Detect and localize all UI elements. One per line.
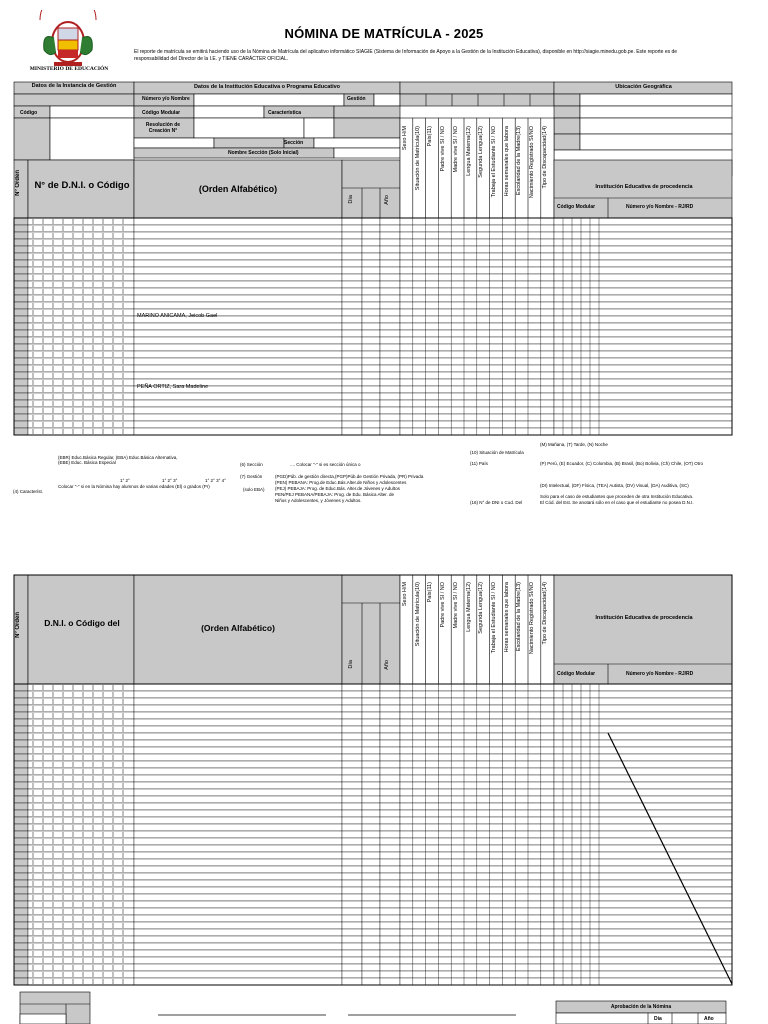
dni-header-2: D.N.I. o Código del — [44, 618, 120, 628]
note-grados-2: 1° 2° 3° — [162, 478, 178, 483]
col-header-horas-2: Horas semanales que labora — [503, 582, 510, 653]
num-nombre-header-2: Número y/o Nombre - RJ/RD — [626, 671, 694, 677]
alfabetico-header-2: (Orden Alfabético) — [201, 623, 275, 633]
note-ebr: (EBR) Educ.Básica Regular, (EBA) Educ.Básica Alternativa, — [58, 455, 178, 460]
col-header-trabaja-2: Trabaja el Estudiante SI / NO — [490, 582, 497, 654]
note-gestion: (7) Gestión — [240, 474, 263, 479]
nombre-seccion-label: Nombre Sección (Solo Inicial) — [228, 150, 299, 156]
codigo-label: Código — [20, 110, 38, 116]
col-header-escolaridad-2: Escolaridad de la Madre(13) — [516, 582, 523, 652]
col-header-lengua-2: Lengua Materna(12) — [465, 582, 472, 632]
alfabetico-header: (Orden Alfabético) — [198, 184, 278, 194]
note-solo-1: Solo para el caso de estudiantes que proceden de otra Institución Educativa. — [540, 494, 694, 499]
anio-header: Año — [384, 195, 390, 205]
col-header-escolaridad: Escolaridad de la Madre(13) — [516, 126, 523, 196]
procedencia-header-2: Institución Educativa de procedencia — [595, 615, 693, 621]
note-gestion-4: PEN/PEJ PEBANA/PEBAJA: Prog. de Edu. Básica Alter. de — [275, 492, 395, 497]
note-grados-3: 1° 2° 3° 4° — [205, 478, 226, 483]
col-header-trabaja: Trabaja el Estudiante SI / NO — [490, 126, 497, 198]
note-seccion: (6) Sección — [240, 462, 263, 467]
note-pais: (11) País — [470, 461, 488, 466]
note-seccion-text: .... Colocar "-" si es sección única o — [290, 462, 361, 467]
caracteristica-label: Característica — [268, 110, 302, 116]
orden-header-2: Nº Orden — [15, 612, 21, 638]
col-header-lengua: Lengua Materna(12) — [465, 126, 472, 176]
col-header-sexo: Sexo H/M — [402, 126, 408, 151]
note-colocar: Colocar "-" si en la Nómina hay alumnos de varias edades (El) o grados (Pr) — [58, 484, 210, 489]
seccion-label: Sección — [284, 140, 304, 146]
ministry-name: MINISTERIO DE EDUCACIÓN — [29, 66, 109, 72]
col-header-padre-2: Padre vive SI / NO — [440, 582, 447, 628]
num-nombre-header: Número y/o Nombre - RJ/RD — [626, 204, 694, 210]
col-header-situacion: Situación de Matrícula(10) — [414, 126, 421, 191]
page-title: NÓMINA DE MATRÍCULA - 2025 — [284, 26, 484, 41]
description-line-2: responsabilidad del Director de la I.E. y TIENE CARÁCTER OFICIAL. — [134, 55, 289, 62]
col-header-horas: Horas semanales que labora — [503, 126, 510, 197]
description-line-1: El reporte de matrícula se emitirá haciendo uso de la Nómina de Matrícula del aplicativo informático SIAGIE (Sistema de Información de Apoyo a la Gestión de la Institución Educativa), disponible en http://siagie.minedu.gob.pe. Este reporte es de — [134, 49, 678, 55]
note-gestion-1: (PGD)Púb. de gestión directa,(PGP)Púb.de Gestión Privada, (PR) Privada — [275, 474, 424, 479]
note-solo-eba: (solo EBA) — [243, 487, 265, 492]
col-header-segunda: Segunda Lengua(12) — [478, 126, 485, 178]
col-header-nacimiento: Nacimiento Registrado SI/NO — [529, 126, 535, 199]
col-header-sexo-2: Sexo H/M — [402, 582, 408, 607]
note-solo-2: El Cód. del Est. Se anotará sólo en el caso que el estudiante no posea D.N.I. — [540, 500, 694, 505]
col-header-madre: Madre vive SI / NO — [452, 126, 459, 173]
footer-anio-label: Año — [704, 1016, 714, 1022]
student-name-1: MARINO ANICAMA, Jeicob Gael — [137, 313, 218, 319]
dia-header: Día — [348, 195, 354, 204]
note-gestion-3: (PEJ) PEBAJA: Prog. de Educ.Bás. Alter.de Jóvenes y Adultos — [275, 486, 400, 491]
note-caracteristica: (4) Característ. — [13, 489, 44, 494]
cod-modular-header: Código Modular — [557, 204, 596, 210]
note-grados-1: 1° 2° — [120, 478, 130, 483]
col-header-situacion-2: Situación de Matrícula(10) — [414, 582, 421, 647]
note-paises: (P) Perú, (E) Ecuador, (C) Colombia, (B) Brasil, (Bo) Bolivia, (Ch) Chile, (OT) Otro — [540, 461, 704, 466]
footer-dia-label: Día — [654, 1016, 662, 1022]
note-ebe: (EBE) Educ. Básica Especial — [58, 460, 116, 465]
procedencia-header: Institución Educativa de procedencia — [595, 184, 693, 190]
gestion-instance-header: Datos de la Instancia de Gestión — [31, 83, 117, 89]
note-turno: (M) Mañana, (T) Tarde, (N) Noche — [540, 442, 608, 447]
col-header-madre-2: Madre vive SI / NO — [452, 582, 459, 629]
col-header-segunda-2: Segunda Lengua(12) — [478, 582, 485, 634]
note-gestion-2: (PEN) PEBANA: Prog.de Educ.Bás.Alter.de Niños y Adolescentes — [275, 480, 407, 485]
student-name-2: PEÑA ORTIZ, Sara Madeline — [137, 384, 209, 390]
note-discapacidad: (DI) Intelectual, (DF) Física, (TEA) Autista, (DV) Visual, (DA) Auditiva, (SC) — [540, 483, 689, 488]
dni-header: N° de D.N.I. o Código — [34, 180, 130, 191]
geo-header: Ubicación Geográfica — [615, 84, 672, 90]
note-dni: (16) N° de DNI o Cod. Del — [470, 500, 523, 505]
aprobacion-label: Aprobación de la Nómina — [610, 1004, 672, 1010]
col-header-pais: País(11) — [427, 126, 434, 147]
note-gestion-5: Niños y Adolescentes, y Jóvenes y Adultos. — [275, 498, 362, 503]
cod-modular-header-2: Código Modular — [557, 671, 596, 677]
col-header-pais-2: País(11) — [427, 582, 434, 603]
gestion-label: Gestión — [347, 96, 366, 102]
orden-header: Nº Orden — [15, 170, 21, 196]
col-header-nacimiento-2: Nacimiento Registrado SI/NO — [529, 582, 535, 655]
col-header-discapacidad-2: Tipo de Discapacidad(14) — [541, 582, 548, 645]
col-header-padre: Padre vive SI / NO — [440, 126, 447, 172]
note-situacion: (10) Situación de Matrícula — [470, 450, 524, 455]
numero-nombre-label: Número y/o Nombre — [142, 96, 190, 102]
resolucion-label: Resolución de Creación N° — [145, 122, 181, 134]
codigo-modular-label: Código Modular — [142, 110, 181, 116]
anio-header-2: Año — [384, 660, 390, 670]
col-header-discapacidad: Tipo de Discapacidad(14) — [541, 126, 548, 189]
institution-header: Datos de la Institución Educativa o Programa Educativo — [193, 84, 341, 90]
dia-header-2: Día — [348, 660, 354, 669]
